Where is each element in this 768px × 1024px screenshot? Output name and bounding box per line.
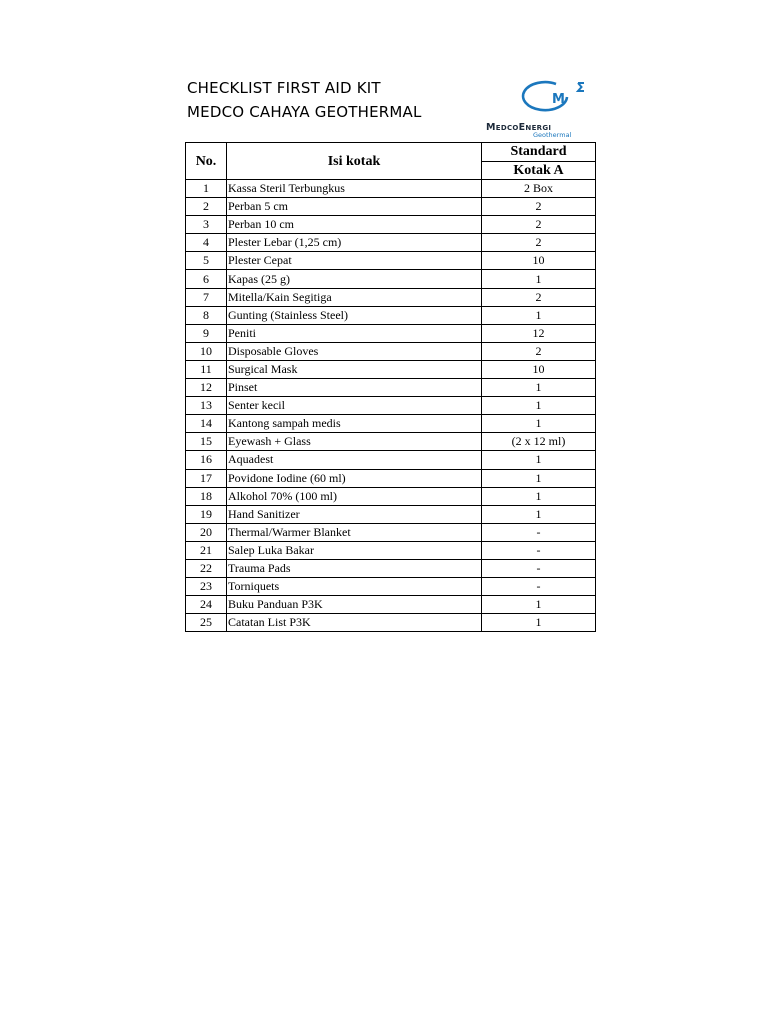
row-item-name: Thermal/Warmer Blanket (227, 523, 482, 541)
table-row (186, 559, 596, 577)
row-standard-qty: 1 (482, 487, 596, 505)
table-row (186, 523, 596, 541)
row-standard-qty: 1 (482, 379, 596, 397)
header-standard: Standard (482, 143, 596, 162)
table-row (186, 578, 596, 596)
row-number: 17 (186, 469, 227, 487)
row-number: 3 (186, 216, 227, 234)
table-row (186, 360, 596, 378)
row-number: 23 (186, 578, 227, 596)
row-item-name: Perban 5 cm (227, 198, 482, 216)
row-number: 6 (186, 270, 227, 288)
row-number: 14 (186, 415, 227, 433)
table-row (186, 451, 596, 469)
table-row (186, 306, 596, 324)
row-standard-qty: 1 (482, 469, 596, 487)
row-item-name: Perban 10 cm (227, 216, 482, 234)
row-number: 4 (186, 234, 227, 252)
row-number: 16 (186, 451, 227, 469)
row-item-name: Kapas (25 g) (227, 270, 482, 288)
table-row (186, 180, 596, 198)
row-item-name: Buku Panduan P3K (227, 596, 482, 614)
table-body (186, 180, 596, 632)
row-item-name: Gunting (Stainless Steel) (227, 306, 482, 324)
row-standard-qty: (2 x 12 ml) (482, 433, 596, 451)
row-standard-qty: 2 (482, 198, 596, 216)
row-number: 10 (186, 342, 227, 360)
table-row (186, 234, 596, 252)
row-number: 1 (186, 180, 227, 198)
row-number: 7 (186, 288, 227, 306)
row-number: 19 (186, 505, 227, 523)
row-item-name: Peniti (227, 324, 482, 342)
row-item-name: Catatan List P3K (227, 614, 482, 632)
row-standard-qty: 2 (482, 216, 596, 234)
row-standard-qty: 2 (482, 288, 596, 306)
row-standard-qty: 1 (482, 451, 596, 469)
header-kotak-a: Kotak A (482, 161, 596, 180)
row-item-name: Plester Cepat (227, 252, 482, 270)
table-row (186, 596, 596, 614)
table-row (186, 541, 596, 559)
row-standard-qty: - (482, 559, 596, 577)
row-item-name: Senter kecil (227, 397, 482, 415)
table-row (186, 487, 596, 505)
row-standard-qty: - (482, 541, 596, 559)
row-item-name: Surgical Mask (227, 360, 482, 378)
first-aid-checklist-table (185, 142, 596, 632)
row-standard-qty: 1 (482, 614, 596, 632)
row-standard-qty: 2 (482, 234, 596, 252)
row-standard-qty: 1 (482, 270, 596, 288)
row-item-name: Pinset (227, 379, 482, 397)
row-standard-qty: 12 (482, 324, 596, 342)
row-number: 22 (186, 559, 227, 577)
row-number: 24 (186, 596, 227, 614)
row-standard-qty: 2 (482, 342, 596, 360)
row-standard-qty: - (482, 578, 596, 596)
header-item: Isi kotak (227, 143, 482, 180)
row-standard-qty: 1 (482, 306, 596, 324)
table-row (186, 469, 596, 487)
document-title: CHECKLIST FIRST AID KIT (187, 79, 381, 97)
row-item-name: Plester Lebar (1,25 cm) (227, 234, 482, 252)
row-item-name: Kantong sampah medis (227, 415, 482, 433)
table-row (186, 342, 596, 360)
row-number: 5 (186, 252, 227, 270)
row-number: 20 (186, 523, 227, 541)
table-row (186, 198, 596, 216)
row-number: 2 (186, 198, 227, 216)
row-number: 9 (186, 324, 227, 342)
row-standard-qty: 1 (482, 596, 596, 614)
table-row (186, 216, 596, 234)
row-item-name: Torniquets (227, 578, 482, 596)
row-item-name: Povidone Iodine (60 ml) (227, 469, 482, 487)
row-number: 18 (186, 487, 227, 505)
row-number: 21 (186, 541, 227, 559)
table-row (186, 379, 596, 397)
row-item-name: Salep Luka Bakar (227, 541, 482, 559)
row-standard-qty: - (482, 523, 596, 541)
row-standard-qty: 1 (482, 397, 596, 415)
row-item-name: Mitella/Kain Segitiga (227, 288, 482, 306)
row-item-name: Kassa Steril Terbungkus (227, 180, 482, 198)
logo-sub-text: Geothermal (533, 131, 572, 139)
row-item-name: Hand Sanitizer (227, 505, 482, 523)
row-item-name: Eyewash + Glass (227, 433, 482, 451)
header-no: No. (186, 143, 227, 180)
table-row (186, 415, 596, 433)
row-item-name: Aquadest (227, 451, 482, 469)
company-name: MEDCO CAHAYA GEOTHERMAL (187, 103, 422, 121)
row-item-name: Alkohol 70% (100 ml) (227, 487, 482, 505)
row-standard-qty: 2 Box (482, 180, 596, 198)
row-number: 25 (186, 614, 227, 632)
table-row (186, 614, 596, 632)
row-number: 12 (186, 379, 227, 397)
row-number: 8 (186, 306, 227, 324)
row-item-name: Disposable Gloves (227, 342, 482, 360)
table-row (186, 252, 596, 270)
row-number: 15 (186, 433, 227, 451)
table-row (186, 324, 596, 342)
table-row (186, 505, 596, 523)
row-number: 13 (186, 397, 227, 415)
table-row (186, 288, 596, 306)
row-standard-qty: 10 (482, 360, 596, 378)
row-standard-qty: 1 (482, 505, 596, 523)
logo-brand-text: MedcoEnergi (486, 122, 552, 133)
table-row (186, 397, 596, 415)
row-standard-qty: 1 (482, 415, 596, 433)
row-item-name: Trauma Pads (227, 559, 482, 577)
table-row (186, 433, 596, 451)
table-row (186, 270, 596, 288)
row-standard-qty: 10 (482, 252, 596, 270)
row-number: 11 (186, 360, 227, 378)
logo-mark: M (552, 92, 565, 107)
